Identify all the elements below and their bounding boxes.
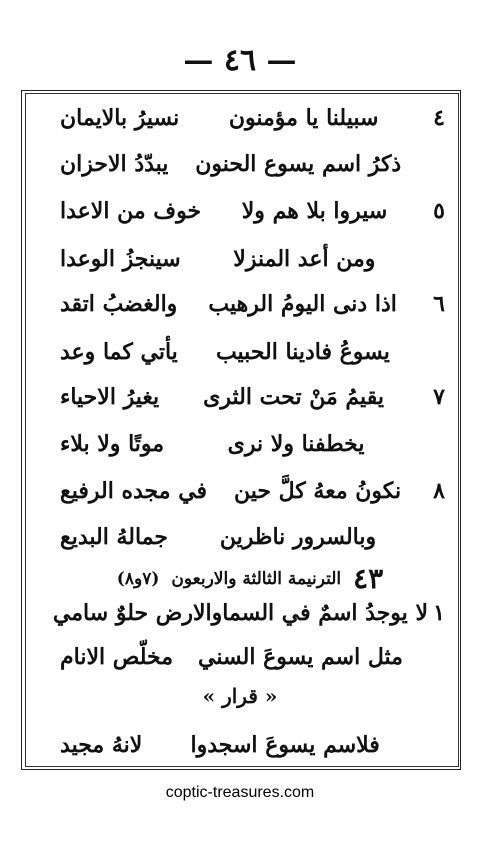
page-number: — ٤٦ — xyxy=(183,43,297,78)
verse-hemistich-second: جمالهُ البديع xyxy=(60,524,169,550)
verse-hemistich-first: لا يوجدُ اسمٌ في السما xyxy=(222,600,428,626)
verse-hemistich-second: والارض حلوٌ سامي xyxy=(52,600,223,626)
verse-hemistich-first: يخطفنا ولا نرى xyxy=(227,431,365,457)
verse-number xyxy=(428,429,450,459)
verse-line xyxy=(50,382,450,412)
verse-hemistich-first: سبيلنا يا مؤمنون xyxy=(228,105,379,131)
hymn-heading xyxy=(50,562,450,595)
verse-number xyxy=(428,149,450,179)
verse-hemistich-second: يأتي كما وعد xyxy=(60,339,178,365)
verse-number: ٤ xyxy=(433,105,445,131)
hymn-title: الترنيمة الثالثة والاربعون xyxy=(171,568,342,589)
verse-number xyxy=(428,522,450,552)
verse-hemistich-first: ومن أعد المنزلا xyxy=(233,246,376,272)
verse-hemistich-second: خوف من الاعدا xyxy=(60,198,202,224)
verse-hemistich-second: نسيرُ بالايمان xyxy=(60,105,180,131)
verse-line xyxy=(50,337,450,367)
verse-number xyxy=(428,642,450,672)
verse-number: ٨ xyxy=(433,478,445,504)
verse-hemistich-second: والغضبُ اتقد xyxy=(60,291,178,317)
verse-hemistich-first: نكونُ معهُ كلَّ حين xyxy=(233,478,402,504)
verse-hemistich-first: فلاسم يسوعَ اسجدوا xyxy=(190,732,380,758)
verse-line xyxy=(50,289,450,319)
verse-line xyxy=(50,429,450,459)
verse-line xyxy=(50,149,450,179)
hymn-number: ٤٣ xyxy=(353,562,384,595)
verse-hemistich-first: ذكرُ اسم يسوع الحنون xyxy=(195,151,402,177)
verse-line xyxy=(50,196,450,226)
verse-hemistich-second: يبدّدُ الاحزان xyxy=(60,151,169,177)
verse-hemistich-first: سيروا بلا هم ولا xyxy=(241,198,388,224)
verse-hemistich-second: لانهُ مجيد xyxy=(60,732,143,758)
verse-number: ٥ xyxy=(433,198,445,224)
verse-line xyxy=(50,598,450,628)
verse-line xyxy=(50,522,450,552)
verse-hemistich-second: يغيرُ الاحياء xyxy=(60,384,160,410)
verse-number: ٦ xyxy=(433,291,445,317)
verse-hemistich-second: في مجده الرفيع xyxy=(60,478,208,504)
verse-hemistich-first: وبالسرور ناظرين xyxy=(219,524,377,550)
hymn-reference: (٧و٨) xyxy=(116,568,160,589)
verse-number: ١ xyxy=(433,600,445,626)
refrain-label: « قرار » xyxy=(202,684,278,708)
verse-number: ٧ xyxy=(433,384,445,410)
verse-hemistich-first: يقيمُ مَنْ تحت الثرى xyxy=(203,384,384,410)
verse-line xyxy=(50,642,450,672)
verse-line xyxy=(50,244,450,274)
verse-line xyxy=(50,103,450,133)
verse-hemistich-first: مثل اسم يسوعَ السني xyxy=(198,644,403,670)
footer-watermark: coptic-treasures.com xyxy=(165,784,315,801)
verse-number xyxy=(428,730,450,760)
refrain-line xyxy=(50,730,450,760)
verse-hemistich-second: مخلّص الانام xyxy=(60,644,174,670)
verse-hemistich-first: يسوعُ فادينا الحبيب xyxy=(215,339,390,365)
verse-line xyxy=(50,476,450,506)
verse-number xyxy=(428,337,450,367)
verse-number xyxy=(428,244,450,274)
verse-hemistich-second: سينجزُ الوعدا xyxy=(60,246,181,272)
verse-hemistich-first: اذا دنى اليومُ الرهيب xyxy=(208,291,397,317)
verse-hemistich-second: موتًا ولا بلاء xyxy=(60,431,165,457)
